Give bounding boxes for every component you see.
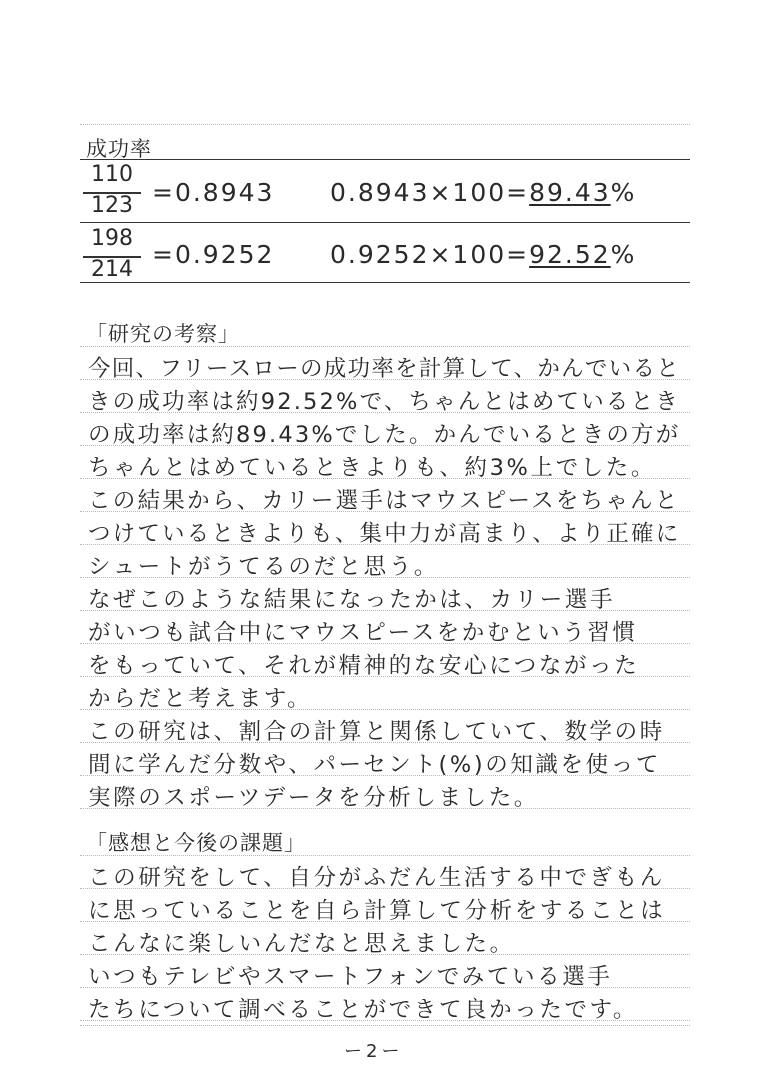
paragraph-line: に思っていることを自ら計算して分析をすることは <box>88 898 666 924</box>
rule-line <box>80 282 690 283</box>
paragraph-line: の成功率は約89.43%でした。かんでいるときの方が <box>88 422 681 448</box>
paragraph-line: こんなに楽しいんだなと思えました。 <box>88 931 515 957</box>
row2-percent: % <box>610 240 637 269</box>
paragraph-line: 今回、フリースローの成功率を計算して、かんでいると <box>88 356 681 382</box>
row1-denominator: 123 <box>91 193 133 218</box>
rule-line <box>80 159 690 160</box>
row1-result: 89.43 <box>529 178 611 207</box>
page-number: ー2ー <box>344 1041 404 1062</box>
row1-numerator: 110 <box>91 162 133 187</box>
paragraph-line: この結果から、カリー選手はマウスピースをちゃんと <box>88 488 680 514</box>
row2-numerator: 198 <box>91 226 133 251</box>
paragraph-line: ちゃんとはめているときよりも、約3%上でした。 <box>88 455 656 481</box>
paragraph-line: をもっていて、それが精神的な安心につながった <box>88 653 640 679</box>
rule-line <box>80 222 690 223</box>
row1-expr: 0.8943×100= <box>330 178 530 207</box>
paragraph-line: きの成功率は約92.52%で、ちゃんとはめているとき <box>88 389 680 415</box>
row2-denominator: 214 <box>91 257 133 282</box>
rule-line <box>80 1025 690 1026</box>
row2-expr: 0.9252×100= <box>330 240 530 269</box>
paragraph-line: いつもテレビやスマートフォンでみている選手 <box>88 964 613 990</box>
paragraph-line: この研究は、割合の計算と関係していて、数学の時 <box>88 719 665 745</box>
row2-multiplication <box>330 240 636 269</box>
paragraph-line: がいつも試合中にマウスピースをかむという習慣 <box>88 620 638 646</box>
paragraph-line: この研究をして、自分がふだん生活する中でぎもん <box>88 865 665 891</box>
row1-quotient: =0.8943 <box>152 178 275 207</box>
row2-result: 92.52 <box>529 240 611 269</box>
reflection-heading: 「感想と今後の課題」 <box>86 831 306 855</box>
success-rate-heading: 成功率 <box>86 137 152 161</box>
paragraph-line: シュートがうてるのだと思う。 <box>88 554 439 580</box>
paragraph-line: なぜこのような結果になったかは、カリー選手 <box>88 587 616 613</box>
paragraph-line: 間に学んだ分数や、パーセント(%)の知識を使って <box>88 752 661 778</box>
row1-multiplication <box>330 178 636 207</box>
paragraph-line: からだと考えます。 <box>88 686 313 712</box>
row2-quotient: =0.9252 <box>152 240 275 269</box>
paragraph-line: 実際のスポーツデータを分析しました。 <box>88 785 539 811</box>
paragraph-line: つけているときよりも、集中力が高まり、より正確に <box>88 521 681 547</box>
consideration-heading: 「研究の考察」 <box>86 322 240 346</box>
rule-line <box>80 124 690 125</box>
paragraph-line: たちについて調べることができて良かったです。 <box>88 997 638 1023</box>
row1-percent: % <box>610 178 637 207</box>
